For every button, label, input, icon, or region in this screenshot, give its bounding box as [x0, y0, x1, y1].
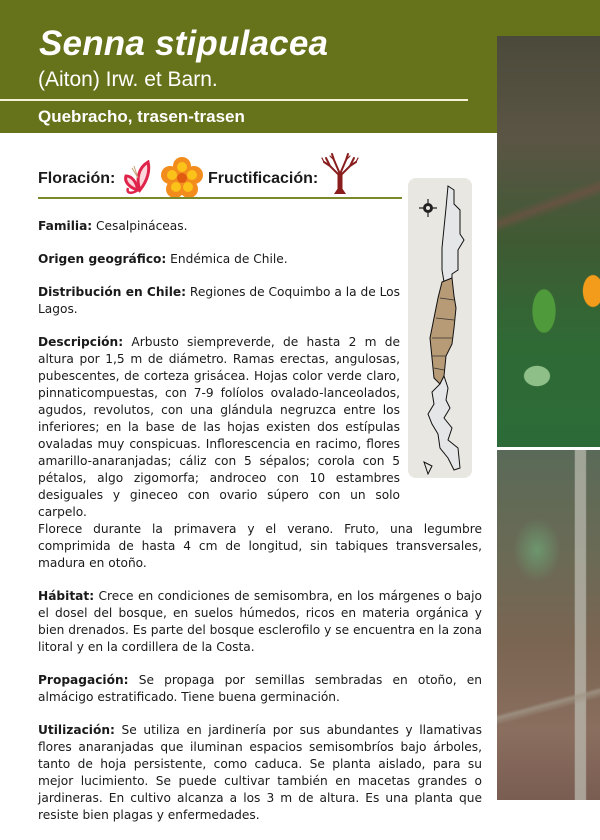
origin-value: Endémica de Chile.: [166, 252, 288, 266]
habitat-photo: [497, 450, 600, 800]
origin-label: Origen geográfico:: [38, 252, 167, 266]
propagation-value: Se propaga por semillas sembradas en otoño, en almácigo estratificado. Tiene buena germinación.: [38, 673, 482, 704]
description-tail: Florece durante la primavera y el verano. Fruto, una legumbre comprimida de hasta 4 cm de longitud, sin tabiques transversales, madura en otoño.: [38, 522, 482, 570]
family-label: Familia:: [38, 219, 93, 233]
common-names: Quebracho, trasen-trasen: [38, 107, 245, 126]
distribution-section: [38, 284, 400, 318]
butterfly-icon: [120, 160, 158, 200]
uses-value: Se utiliza en jardinería por sus abundantes y llamativas flores anaranjadas que iluminan espacios semisombríos bajo árboles, tanto de hoja persistente, como caduca. Se planta aislado, para su mejor lucimiento. Se puede cultivar también en macetas grandes o jardineras. En cultivo alcanza a los 3 m de altura. Es una planta que resiste bien plagas y enfermedades.: [38, 723, 482, 822]
fruiting-label: Fructificación:: [208, 170, 319, 187]
habitat-label: Hábitat:: [38, 589, 95, 603]
bare-tree-icon: [320, 152, 360, 198]
description-value: Arbusto siempreverde, de hasta 2 m de altura por 1,5 m de diámetro. Ramas erectas, angulosas, pubescentes, de corteza grisácea. Hojas color verde claro, pinnaticompuestas, con 7-9 folíolos ovalado-lanceolados, agudos, revolutos, con una glándula negruzca entre los inferiores; en la base de las hojas existen dos estípulas ovaladas muy conspicuas. Inflorescencia en racimo, flores amarillo-anaranjadas; cáliz con 5 sépalos; corola con 5 pétalos, algo zigomorfa; androceo con 10 estambres desiguales y gineceo con ovario súpero con un solo carpelo.: [38, 335, 400, 519]
uses-label: Utilización:: [38, 723, 115, 737]
scientific-name: Senna stipulacea: [39, 24, 329, 63]
family-value: Cesalpináceas.: [92, 219, 188, 233]
author-citation: (Aiton) Irw. et Barn.: [38, 68, 218, 91]
phenology-row: [38, 158, 408, 198]
family-section: [38, 218, 400, 235]
species-description: [38, 218, 482, 840]
flowering-label: Floración:: [38, 170, 116, 187]
description-section: [38, 334, 400, 521]
header-divider: [0, 99, 468, 101]
origin-section: [38, 251, 400, 268]
description-label: Descripción:: [38, 335, 124, 349]
phenology-divider: [38, 197, 402, 199]
distribution-value: Regiones de Coquimbo a la de Los Lagos.: [38, 285, 400, 316]
uses-section: [38, 722, 482, 824]
habitat-section: [38, 588, 482, 656]
distribution-label: Distribución en Chile:: [38, 285, 187, 299]
propagation-section: [38, 672, 482, 706]
compass-rose-icon: [419, 199, 437, 217]
propagation-label: Propagación:: [38, 673, 129, 687]
habitat-value: Crece en condiciones de semisombra, en los márgenes o bajo el dosel del bosque, en suelos húmedos, ricos en materia orgánica y bien drenados. Es parte del bosque esclerofilo y se encuentra en la zona litoral y en la cordillera de la Costa.: [38, 589, 482, 654]
plant-photo: [497, 36, 600, 447]
